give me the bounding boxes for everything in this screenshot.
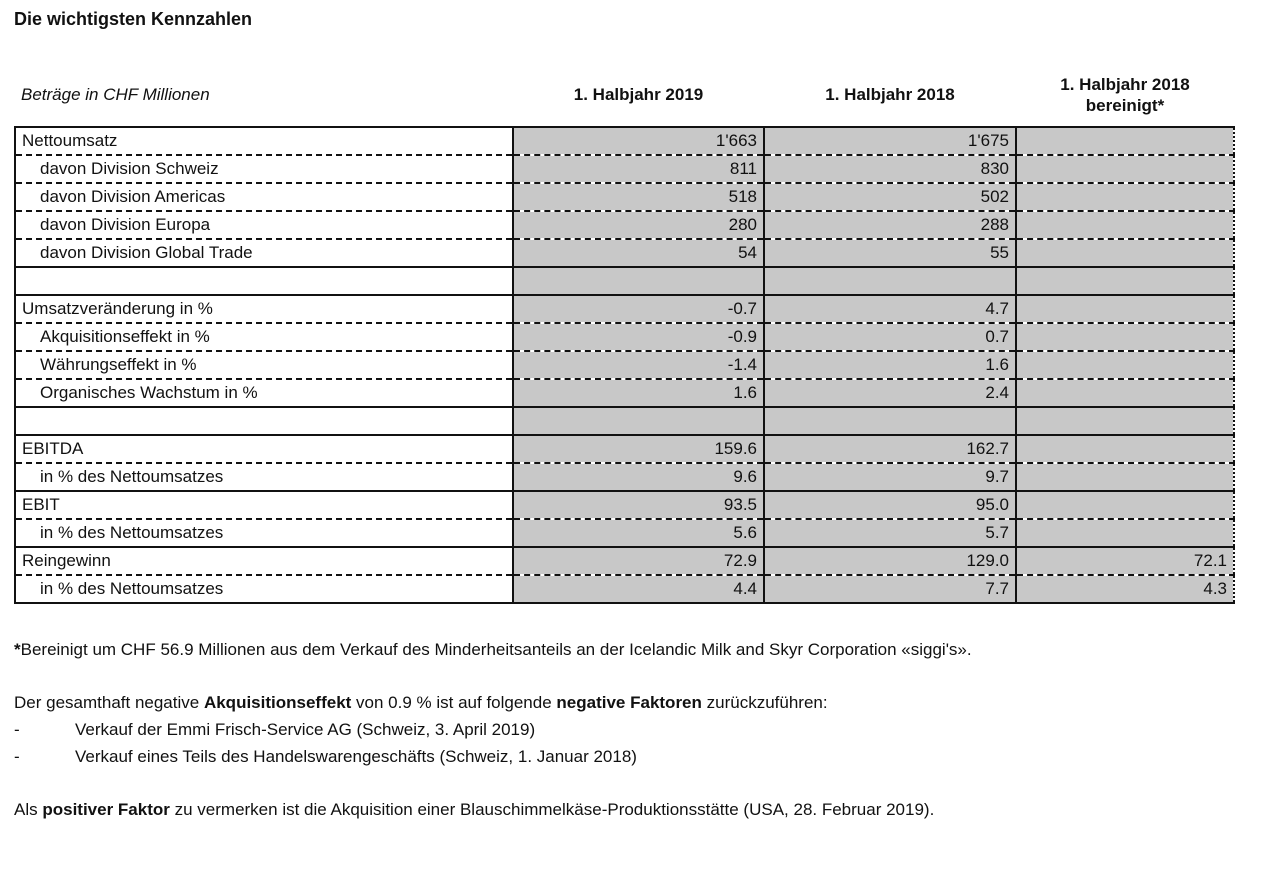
pos-bold-positiver-faktor: positiver Faktor — [42, 800, 170, 819]
spacer-row — [15, 407, 1234, 435]
value-2019: -0.7 — [513, 295, 764, 323]
acq-bold-negative-faktoren: negative Faktoren — [556, 693, 702, 712]
table-row — [15, 211, 1234, 239]
value-2018-bereinigt — [1016, 379, 1234, 407]
footnote-asterisk: * — [14, 640, 21, 659]
value-2018: 162.7 — [764, 435, 1016, 463]
value-2018-bereinigt — [1016, 491, 1234, 519]
footnote-bereinigt — [14, 636, 1253, 663]
value-2018-bereinigt — [1016, 267, 1234, 295]
value-2019: 5.6 — [513, 519, 764, 547]
column-header-2018-bereinigt — [1016, 63, 1234, 127]
column-header-2018: 1. Halbjahr 2018 — [764, 63, 1016, 127]
row-label: in % des Nettoumsatzes — [15, 575, 513, 603]
value-2019: 811 — [513, 155, 764, 183]
column-header-2019: 1. Halbjahr 2019 — [513, 63, 764, 127]
value-2019: -1.4 — [513, 351, 764, 379]
value-2019: 280 — [513, 211, 764, 239]
row-label: davon Division Europa — [15, 211, 513, 239]
row-label: Reingewinn — [15, 547, 513, 575]
value-2018: 4.7 — [764, 295, 1016, 323]
acq-bold-akquisitionseffekt: Akquisitionseffekt — [203, 693, 352, 712]
row-label: in % des Nettoumsatzes — [15, 519, 513, 547]
paragraph-positiver-faktor — [14, 796, 1253, 823]
value-2019 — [513, 407, 764, 435]
row-label: Währungseffekt in % — [15, 351, 513, 379]
value-2019: 54 — [513, 239, 764, 267]
table-row — [15, 183, 1234, 211]
column-header-2018-bereinigt-line2: bereinigt* — [1085, 95, 1165, 115]
row-label: Umsatzveränderung in % — [15, 295, 513, 323]
value-2018-bereinigt: 72.1 — [1016, 547, 1234, 575]
value-2019 — [513, 267, 764, 295]
value-2018-bereinigt — [1016, 127, 1234, 155]
table-row — [15, 295, 1234, 323]
value-2019: 93.5 — [513, 491, 764, 519]
list-item-text: Verkauf der Emmi Frisch-Service AG (Schweiz, 3. April 2019) — [75, 720, 536, 739]
column-header-2018-bereinigt-line1: 1. Halbjahr 2018 — [1060, 74, 1190, 94]
value-2018-bereinigt — [1016, 519, 1234, 547]
row-label: EBIT — [15, 491, 513, 519]
value-2018-bereinigt — [1016, 463, 1234, 491]
value-2018: 2.4 — [764, 379, 1016, 407]
table-row — [15, 351, 1234, 379]
table-row — [15, 155, 1234, 183]
table-row — [15, 463, 1234, 491]
table-row — [15, 575, 1234, 603]
value-2018: 1'675 — [764, 127, 1016, 155]
page-title: Die wichtigsten Kennzahlen — [14, 9, 253, 29]
list-item-text: Verkauf eines Teils des Handelswarengeschäfts (Schweiz, 1. Januar 2018) — [75, 747, 637, 766]
acq-text-2: von 0.9 % ist auf folgende — [351, 693, 557, 712]
value-2018-bereinigt — [1016, 211, 1234, 239]
value-2018: 7.7 — [764, 575, 1016, 603]
spacer-row — [15, 267, 1234, 295]
row-label — [15, 267, 513, 295]
value-2019: 72.9 — [513, 547, 764, 575]
row-label — [15, 407, 513, 435]
list-item — [14, 743, 1253, 770]
value-2018: 288 — [764, 211, 1016, 239]
value-2018 — [764, 407, 1016, 435]
row-label: Organisches Wachstum in % — [15, 379, 513, 407]
table-row — [15, 127, 1234, 155]
value-2018-bereinigt — [1016, 323, 1234, 351]
value-2019: 518 — [513, 183, 764, 211]
value-2018: 1.6 — [764, 351, 1016, 379]
value-2018-bereinigt — [1016, 239, 1234, 267]
row-label: Akquisitionseffekt in % — [15, 323, 513, 351]
table-corner-label: Beträge in CHF Millionen — [15, 63, 513, 127]
table-row — [15, 323, 1234, 351]
table-row — [15, 239, 1234, 267]
table-row — [15, 491, 1234, 519]
list-item-dash: - — [14, 747, 20, 766]
pos-text-1: Als — [14, 800, 43, 819]
value-2018: 830 — [764, 155, 1016, 183]
value-2018-bereinigt — [1016, 295, 1234, 323]
value-2018-bereinigt — [1016, 407, 1234, 435]
pos-text-2: zu vermerken ist die Akquisition einer Blauschimmelkäse-Produktionsstätte (USA, 28. Februar 2019). — [169, 800, 935, 819]
acq-text-1: Der gesamthaft negative — [14, 693, 204, 712]
table-row — [15, 519, 1234, 547]
row-label: in % des Nettoumsatzes — [15, 463, 513, 491]
value-2019: 9.6 — [513, 463, 764, 491]
row-label: davon Division Americas — [15, 183, 513, 211]
acq-text-3: zurückzuführen: — [701, 693, 828, 712]
value-2018-bereinigt: 4.3 — [1016, 575, 1234, 603]
list-item — [14, 716, 1253, 743]
value-2019: 4.4 — [513, 575, 764, 603]
value-2018: 502 — [764, 183, 1016, 211]
value-2018: 9.7 — [764, 463, 1016, 491]
value-2018-bereinigt — [1016, 155, 1234, 183]
row-label: Nettoumsatz — [15, 127, 513, 155]
value-2018: 95.0 — [764, 491, 1016, 519]
value-2018: 55 — [764, 239, 1016, 267]
value-2018-bereinigt — [1016, 351, 1234, 379]
list-item-dash: - — [14, 720, 20, 739]
value-2018: 5.7 — [764, 519, 1016, 547]
value-2018: 0.7 — [764, 323, 1016, 351]
document-page — [14, 8, 1253, 823]
value-2018-bereinigt — [1016, 435, 1234, 463]
value-2019: -0.9 — [513, 323, 764, 351]
value-2018-bereinigt — [1016, 183, 1234, 211]
kennzahlen-table — [14, 63, 1235, 604]
value-2019: 1'663 — [513, 127, 764, 155]
value-2019: 159.6 — [513, 435, 764, 463]
row-label: EBITDA — [15, 435, 513, 463]
table-header-row — [15, 63, 1234, 127]
table-row — [15, 435, 1234, 463]
table-row — [15, 547, 1234, 575]
value-2019: 1.6 — [513, 379, 764, 407]
table-row — [15, 379, 1234, 407]
row-label: davon Division Global Trade — [15, 239, 513, 267]
footnote-bereinigt-text: Bereinigt um CHF 56.9 Millionen aus dem Verkauf des Minderheitsanteils an der Icelandic Milk and Skyr Corporation «siggi's». — [20, 640, 972, 659]
value-2018 — [764, 267, 1016, 295]
value-2018: 129.0 — [764, 547, 1016, 575]
paragraph-akquisitionseffekt — [14, 689, 1253, 716]
row-label: davon Division Schweiz — [15, 155, 513, 183]
